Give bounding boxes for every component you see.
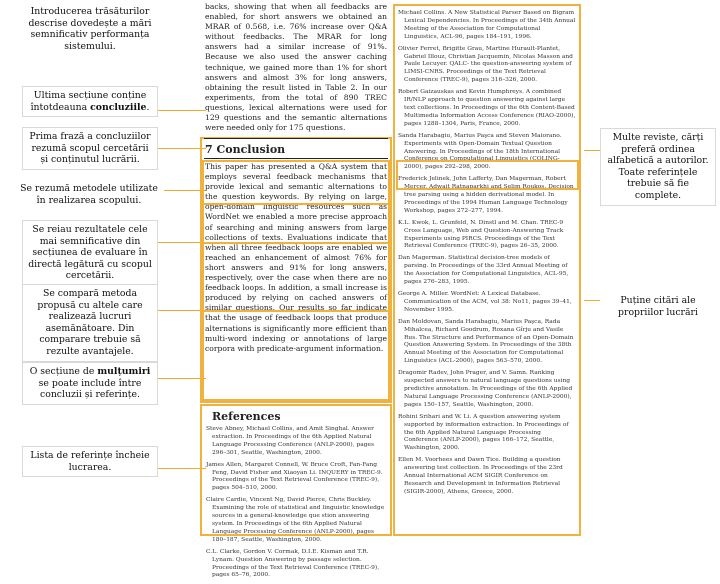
note-acknowledgements: O secțiune de mulțumiri se poate include între concluzii și referințe. [22, 362, 158, 405]
conclusion-sentence-4: In addition, a small increase is produced by relying on cached answers of similar questions. [205, 283, 387, 313]
highlight-significance [202, 242, 390, 312]
section-divider [204, 158, 388, 159]
reference-entry: Robert Gaizauskas and Kevin Humphreys. A combined IR/NLP approach to question answering against large text collections. In Proceedings of the 6th Content-Based Multimedia Information Access Conference (RIAO-2000), pages 1288–1304, Paris, France, 2000. [398, 89, 576, 127]
reference-entry: Claire Cardie, Vincent Ng, David Pierce, Chris Buckley. Examining the role of statistical and linguistic knowledge sources in a general-knowledge que stion answering system. In Proceedings of the 6th Applied Natural Language Processing Conference (ANLP-2000), pages 180–187, Seattle, Washington, 2000. [206, 497, 385, 543]
results-paragraph: backs, showing that when all feedbacks are enabled, for short answers we obtained an MRAR of 0.568, i.e. 76% increase over Q&A without feedbacks. The MRAR for long answers had a similar increase of 91%. Because we also used the answer caching technique, we gained more than 1% for short answers and almost 3% for long answers, obtaining the result listed in Table 2. In our experiments, from the total of 890 TREC questions, lexical alternations were used for 129 questions and the semantic alternations were needed only for 175 questions. [205, 2, 387, 133]
note-journals-order: Multe reviste, cărți preferă ordinea alfabetică a autorilor. Toate referințele trebuie să fie complete. [600, 128, 716, 206]
reference-entry: Ellen M. Voorhees and Dawn Tice. Building a question answering test collection. In Proceedings of the 23rd Annual International ACM SIGIR Conference on Research and Development in Information Retrieval (SIGIR-2000), Athens, Greece, 2000. [398, 457, 563, 495]
highlight-first-sentence [202, 160, 390, 205]
reference-entry: Frederick Jelinek, John Lafferty, Dan Magerman, Robert Mercer, Adwait Ratnaparkhi and Selim Roukos. Decision tree parsing using a hidden derivational model. In Proceedings of the 1994 Human Language Technology Workshop, pages 272–277, 1994. [398, 176, 574, 214]
note-few-citations: Puține citări ale propriilor lucrări [600, 292, 716, 321]
note-significance: Se reiau rezultatele cele mai semnificative din secțiunea de evaluare în directă legătură cu scopul cercetării. [22, 220, 158, 286]
note-first-sentence: Prima frază a concluziilor rezumă scopul cercetării și conținutul lucrării. [22, 127, 158, 170]
reference-entry: Dan Magerman. Statistical decision-tree models of parsing. In Proceedings of the 33rd Annual Meeting of the Association for Computational Linguistics, ACL-95, pages 276–283, 1995. [398, 255, 569, 286]
highlight-own-citations [396, 160, 579, 190]
references-heading: References [212, 410, 281, 423]
reference-entry: James Allen, Margaret Connell, W. Bruce Croft, Fan-Fang Feng, David Fisher and Xiaoyan Li. INQUERY in TREC-9. Proceedings of the Text Retrieval Conference (TREC-9), pages 504–510, 2000. [206, 461, 383, 492]
highlight-methods [202, 203, 390, 244]
conclusion-heading: 7 Conclusion [205, 143, 286, 156]
conclusion-sentence-5: Our results so far indicate that the usage of feedback loops that produce alternations is significantly more efficient than multi-word indexing or annotations of large corpora with predicate-argument information. [205, 303, 387, 353]
reference-entry: C.L. Clarke, Gordon V. Cormak, D.I.E. Kisman and T.R. Lynam. Question Answering by passage selection. Proceedings of the Text Retrieval Conference (TREC-9), pages 65–76, 2000. [206, 548, 380, 579]
reference-entry: Sanda Harabagiu, Marius Paşca and Steven Maiorano. Experiments with Open-Domain Textual Question Answering. In Proceedings of the 18th International Conference on Computational Linguistics (COLING-2000), pages 292–298, 2000. [398, 132, 562, 171]
references-left [206, 426, 386, 584]
reference-entry: Rohini Srihari and W. Li. A question answering system supported by information extraction. In Proceedings of the 6th Applied Natural Language Processing Conference (ANLP-2000), pages 166–172, Seattle, Washington, 2000. [398, 413, 569, 452]
conclusion-sentence-3: Evaluations indicate that when all three feedback loops are enabled we reached an enhancement of almost 76% for short answers and 91% for long answers, respectively, over the case when there are no feedback loops. [205, 232, 388, 293]
note-results: Introducerea trăsăturilor descrise dovedește a mări semnificativ performanța sistemului. [22, 3, 158, 55]
reference-entry: Michael Collins. A New Statistical Parser Based on Bigram Lexical Dependencies. In Proceedings of the 34th Annual Meeting of the Association for Computational Linguistics, ACL-96, pages 184–191, 1996. [398, 10, 576, 40]
references-right [398, 10, 576, 501]
paper-page [197, 0, 597, 579]
section-divider [204, 138, 388, 139]
conclusion-sentence-1: This paper has presented a Q&A system that employs several feedback mechanisms that provide lexical and semantic alternations to the question keywords. [205, 162, 387, 202]
note-references-end: Lista de referințe încheie lucrarea. [22, 446, 158, 477]
reference-entry: K.L. Kwok, L. Grunfeld, N. Dinstl and M. Chan. TREC-9 Cross Language, Web and Question-Answering Track Experiments using PIRCS. Proceedings of the Text Retrieval Conference (TREC-9), pages 26–35, 2000. [398, 219, 564, 250]
conclusion-sentence-2: By relying on large, open-domain linguistic resources such as WordNet we enabled a more precise approach of searching and mining answers from large collections of texts. [205, 192, 387, 242]
note-last-section: Ultima secțiune conține întotdeauna concluziile. [22, 86, 158, 117]
reference-entry: Olivier Ferret, Brigitte Grau, Martine Hurault-Plantet, Gabriel Illouz, Christian Jacquemin, Nicolas Masson and Paule Lecuyer. QALC- the question-answering system of LIMSI-CNRS. Proceedings of the Text Retrieval Conference (TREC-9), pages 316–326, 2000. [398, 45, 573, 84]
reference-entry: Steve Abney, Michael Collins, and Amit Singhal. Answer extraction. In Proceedings of the 6th Applied Natural Language Processing Conference (ANLP-2000), pages 296–301, Seattle, Washington, 2000. [206, 426, 375, 456]
note-methods: Se rezumă metodele utilizate în realizarea scopului. [14, 180, 164, 209]
reference-entry: Dragomir Radev, John Prager, and V. Samn. Ranking suspected answers to natural language questions using predictive annotation. In Proceedings of the 6th Applied Natural Language Processing Conference (ANLP-2000), pages 150–157, Seattle, Washington, 2000. [398, 370, 573, 408]
highlight-comparison [202, 310, 390, 401]
reference-entry: Dan Moldovan, Sanda Harabagiu, Marius Paşca, Rada Mihalcea, Richard Goodrum, Roxana Gîrju and Vasile Rus. The Structure and Performance of an Open-Domain Question Answering System. In Proceedings of the 38th Annual Meeting of the Association for Computational Linguistics (ACL-2000), pages 563–570, 2000. [398, 318, 574, 365]
note-comparison: Se compară metoda propusă cu altele care realizează lucruri asemănătoare. Din comparare trebuie să rezulte avantajele. [22, 284, 158, 362]
reference-entry: George A. Miller. WordNet: A Lexical Database. Communication of the ACM, vol 38: No11, pages 39–41, November 1995. [398, 291, 572, 313]
